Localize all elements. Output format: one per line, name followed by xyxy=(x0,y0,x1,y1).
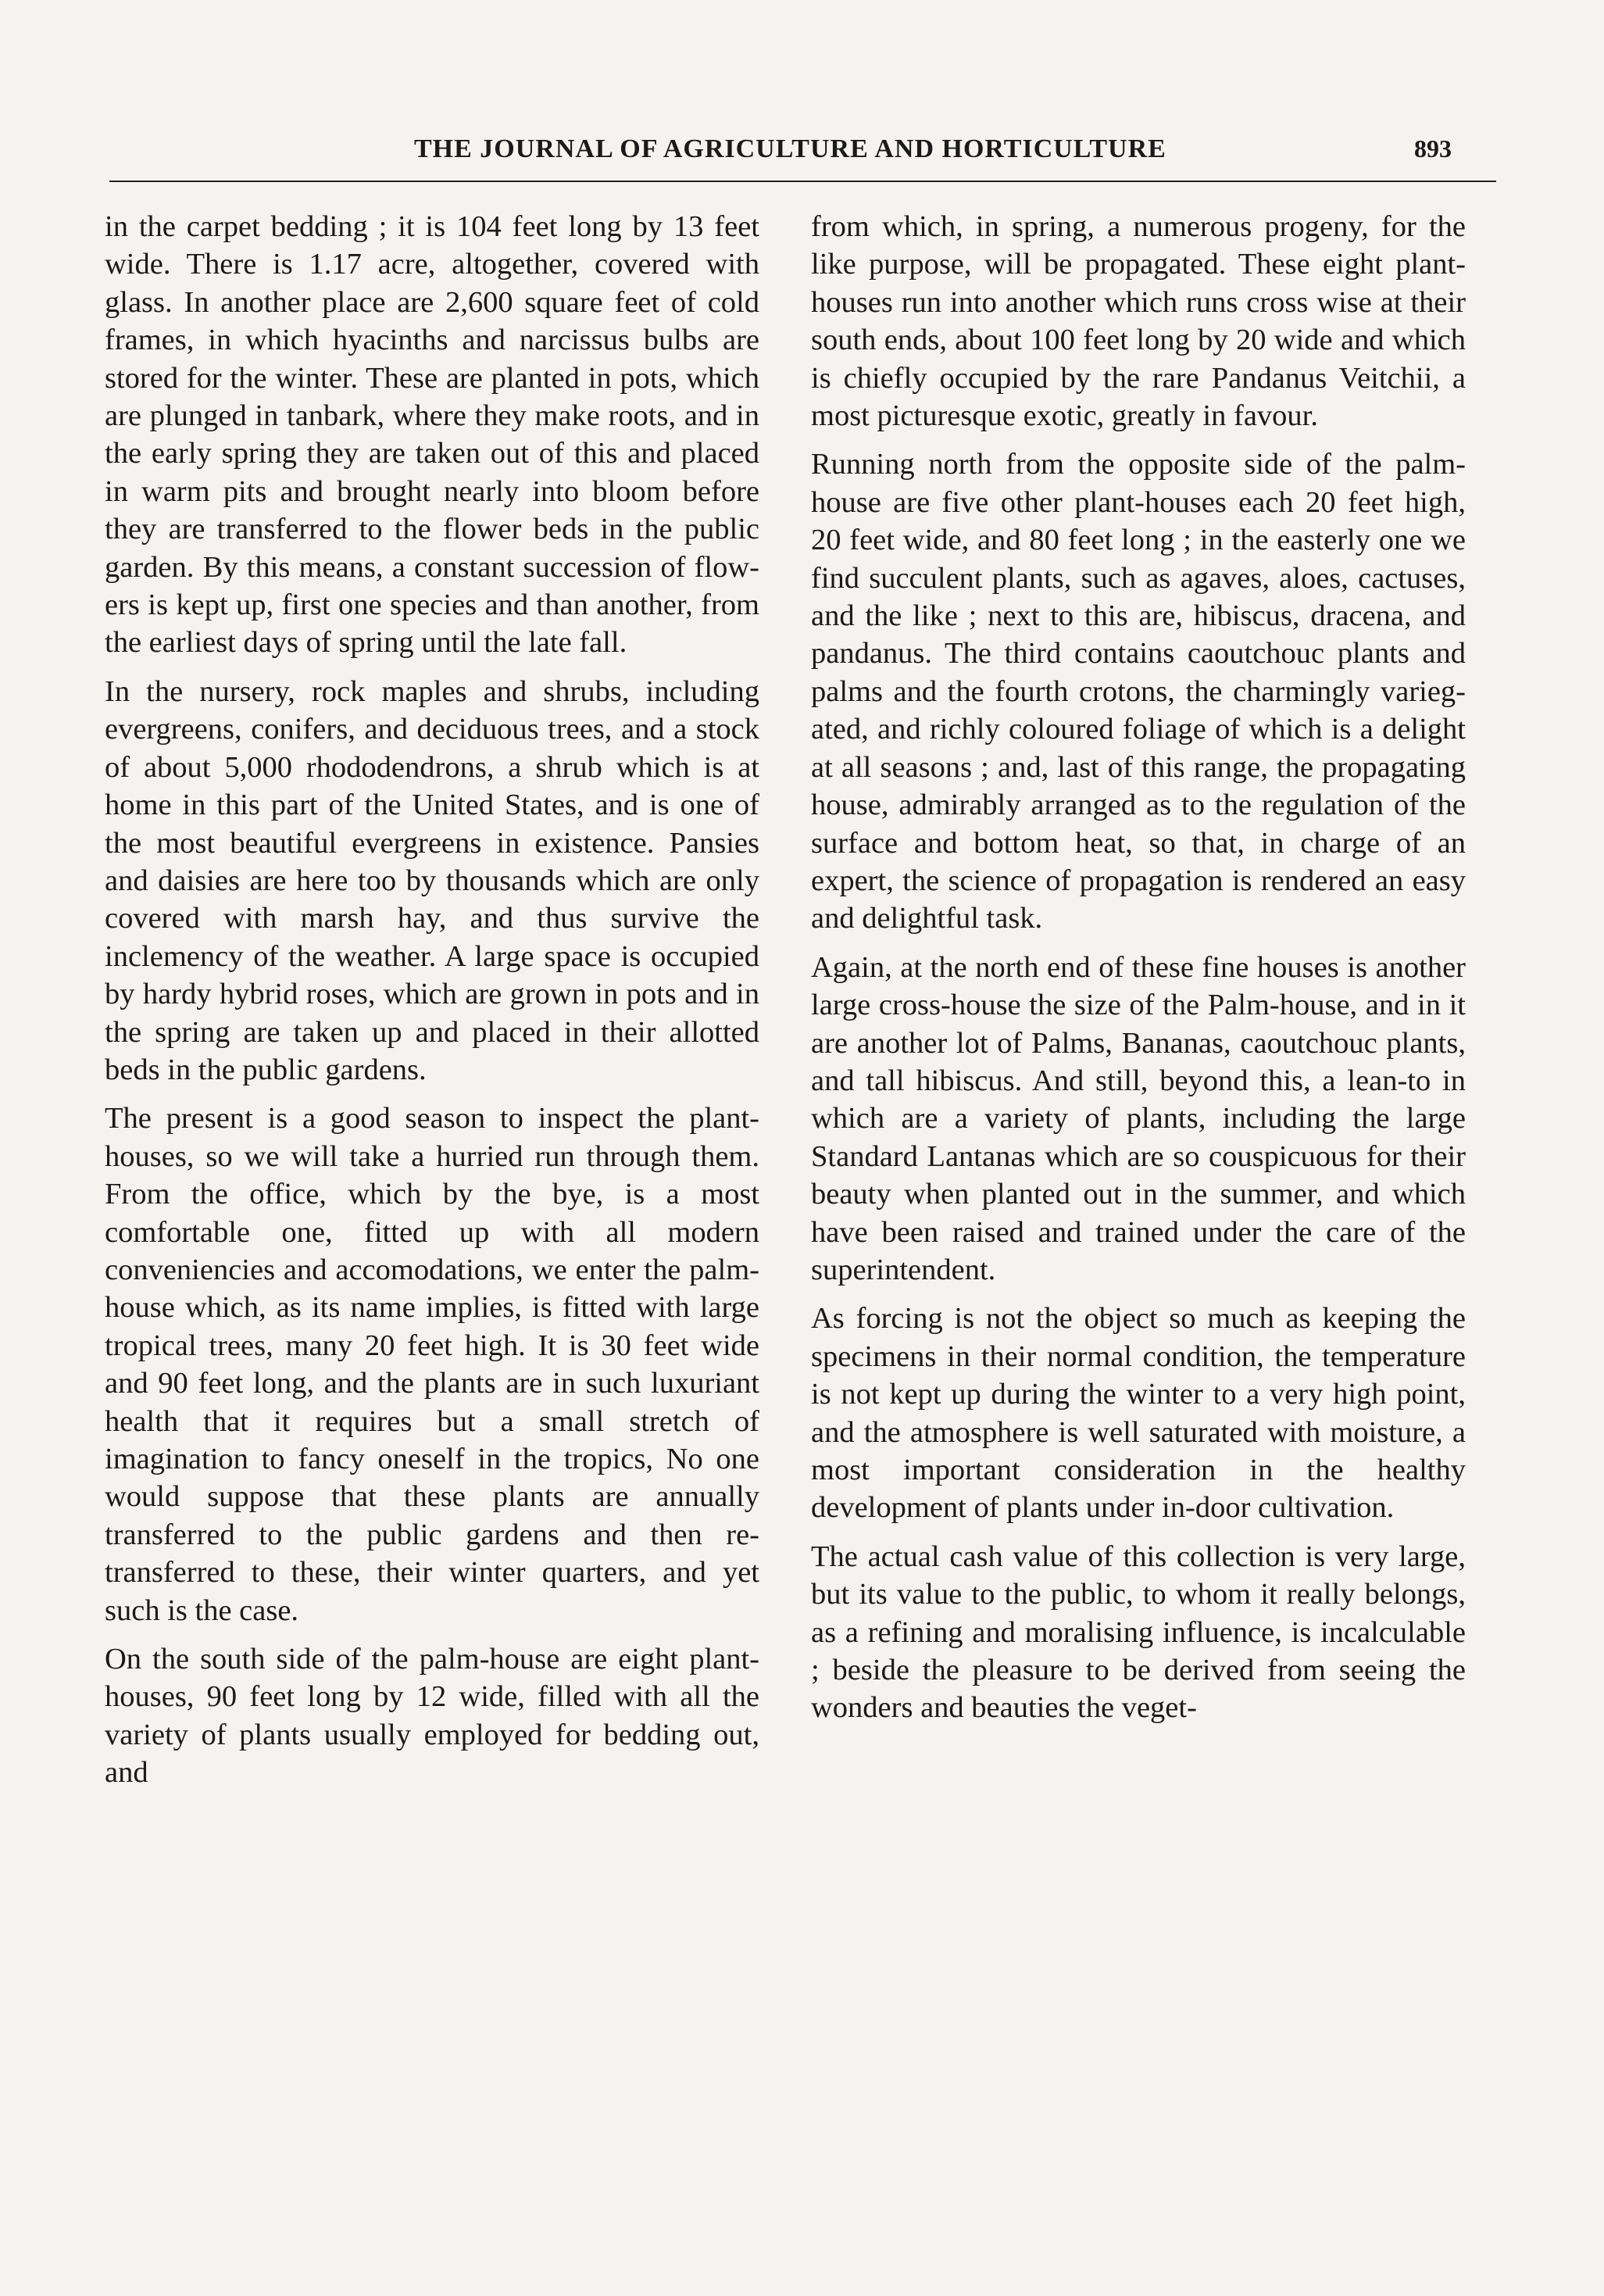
paragraph: in the carpet bedding ; it is 104 feet long by 13 feet wide. There is 1.17 acre, altogether, covered with glass. In another place are 2,600 square feet of cold frames, in which hyacinths and narcissus bulbs are stored for the winter. These are planted in pots, which are plunged in tanbark, where they make roots, and in the early spring they are taken out of this and placed in warm pits and brought nearly into bloom before they are transferred to the flower beds in the public garden. By this means, a constant succession of flowers is kept up, first one species and than another, from the earliest days of spring until the late fall. xyxy=(105,210,759,660)
paragraph: from which, in spring, a numerous progeny, for the like purpose, will be propagated. These eight plant-houses run into another which runs cross wise at their south ends, about 100 feet long by 20 wide and which is chiefly occupied by the rare Pandanus Veitchii, a most picturesque exotic, greatly in favour. xyxy=(811,210,1466,433)
paragraph: In the nursery, rock maples and shrubs, including evergreens, conifers, and deciduous trees, and a stock of about 5,000 rhododendrons, a shrub which is at home in this part of the United States, and is one of the most beautiful evergreens in existence. Pansies and daisies are here too by thousands which are only covered with marsh hay, and thus survive the inclemency of the weather. A large space is occupied by hardy hybrid roses, which are grown in pots and in the spring are taken up and placed in their allotted beds in the public gardens. xyxy=(105,674,759,1086)
left-column xyxy=(105,208,759,1803)
header-rule xyxy=(109,181,1496,182)
paragraph: The present is a good season to inspect the plant-houses, so we will take a hurried run through them. From the office, which by the bye, is a most comfortable one, fitted up with all modern conveniencies and accomodations, we enter the palmhouse which, as its name implies, is fitted with large tropical trees, many 20 feet high. It is 30 feet wide and 90 feet long, and the plants are in such luxuriant health that it requires but a small stretch of imagination to fancy oneself in the tropics, No one would suppose that these plants are annually transferred to the public gardens and then re-transferred to these, their winter quarters, and yet such is the case. xyxy=(105,1102,759,1627)
paragraph: As forcing is not the object so much as keeping the specimens in their normal condition, the temperature is not kept up during the winter to a very high point, and the atmosphere is well saturated with moisture, a most important consideration in the healthy development of plants under in-door cultivation. xyxy=(811,1302,1466,1525)
running-head: THE JOURNAL OF AGRICULTURE AND HORTICULTURE xyxy=(414,134,1166,163)
paragraph: Running north from the opposite side of the palm-house are five other plant-houses each 20 feet high, 20 feet wide, and 80 feet long ; in the easterly one we find succulent plants, such as agaves, aloes, cactuses, and the like ; next to this are, hibiscus, dracena, and pandanus. The third contains caoutchouc plants and palms and the fourth crotons, the charmingly variegated, and richly coloured foliage of which is a delight at all seasons ; and, last of this range, the propagating house, admirably arranged as to the regulation of the surface and bottom heat, so that, in charge of an expert, the science of propagation is rendered an easy and delightful task. xyxy=(811,448,1466,935)
right-column xyxy=(811,208,1466,1738)
paragraph: On the south side of the palm-house are eight plant-houses, 90 feet long by 12 wide, filled with all the variety of plants usually employed for bedding out, and xyxy=(105,1643,759,1790)
page-number: 893 xyxy=(1414,134,1452,163)
paragraph: The actual cash value of this collection is very large, but its value to the public, to whom it really belongs, as a refining and moralising influence, is incalculable ; beside the pleasure to be derived from seeing the wonders and beauties the veget- xyxy=(811,1540,1466,1725)
paragraph: Again, at the north end of these fine houses is another large cross-house the size of the Palm-house, and in it are another lot of Palms, Bananas, caoutchouc plants, and tall hibiscus. And still, beyond this, a lean-to in which are a variety of plants, including the large Standard Lantanas which are so couspicuous for their beauty when planted out in the summer, and which have been raised and trained under the care of the superintendent. xyxy=(811,950,1466,1286)
page-header xyxy=(0,134,1604,181)
